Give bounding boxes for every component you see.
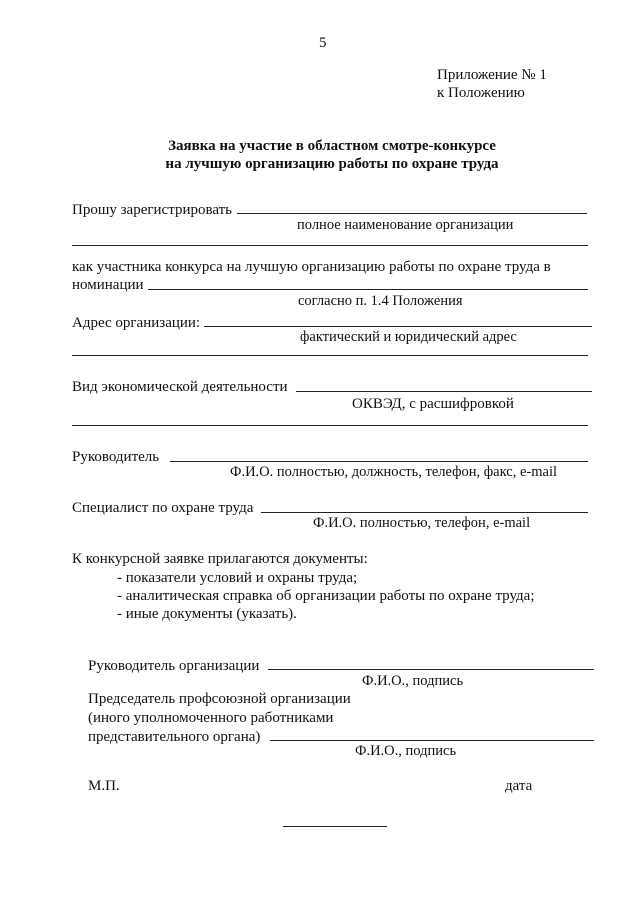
closing-divider (283, 826, 387, 827)
appendix-line-1: Приложение № 1 (437, 67, 547, 83)
union-label-line-2: (иного уполномоченного работниками (88, 710, 334, 726)
activity-caption: ОКВЭД, с расшифровкой (352, 396, 514, 412)
head-caption: Ф.И.О. полностью, должность, телефон, факс, e-mail (230, 464, 558, 480)
head-label: Руководитель (72, 449, 160, 465)
participant-text: как участника конкурса на лучшую организацию работы по охране труда в (72, 259, 551, 275)
union-signature-field[interactable] (270, 740, 594, 741)
org-head-label: Руководитель организации (88, 658, 260, 674)
org-name-field-continued[interactable] (72, 245, 588, 246)
documents-item: - аналитическая справка об организации работы по охране труда; (117, 588, 535, 604)
stamp-label: М.П. (88, 778, 120, 794)
address-caption: фактический и юридический адрес (300, 329, 517, 345)
title-line-2: на лучшую организацию работы по охране труда (165, 156, 499, 172)
title-line-1: Заявка на участие в областном смотре-конкурсе (168, 138, 496, 154)
documents-intro: К конкурсной заявке прилагаются документы: (72, 551, 368, 567)
activity-label: Вид экономической деятельности (72, 379, 288, 395)
page-number: 5 (319, 35, 327, 51)
appendix-line-2: к Положению (437, 85, 525, 101)
nomination-caption: согласно п. 1.4 Положения (298, 293, 463, 309)
nomination-field[interactable] (148, 289, 588, 290)
register-label: Прошу зарегистрировать (72, 202, 233, 218)
address-label: Адрес организации: (72, 315, 201, 331)
documents-item: - иные документы (указать). (117, 606, 297, 622)
org-head-caption: Ф.И.О., подпись (362, 673, 464, 689)
union-label-line-1: Председатель профсоюзной организации (88, 691, 351, 707)
documents-item: - показатели условий и охраны труда; (117, 570, 358, 586)
date-label: дата (505, 778, 533, 794)
activity-field-continued[interactable] (72, 425, 588, 426)
address-field-continued[interactable] (72, 355, 588, 356)
org-name-field[interactable] (237, 213, 587, 214)
address-field[interactable] (204, 326, 592, 327)
activity-field[interactable] (296, 391, 592, 392)
head-field[interactable] (170, 461, 588, 462)
specialist-caption: Ф.И.О. полностью, телефон, e-mail (313, 515, 531, 531)
union-caption: Ф.И.О., подпись (355, 743, 457, 759)
specialist-label: Специалист по охране труда (72, 500, 254, 516)
union-label-line-3: представительного органа) (88, 729, 261, 745)
nomination-label: номинации (72, 277, 144, 293)
org-name-caption: полное наименование организации (297, 217, 514, 233)
specialist-field[interactable] (261, 512, 588, 513)
org-head-signature-field[interactable] (268, 669, 594, 670)
